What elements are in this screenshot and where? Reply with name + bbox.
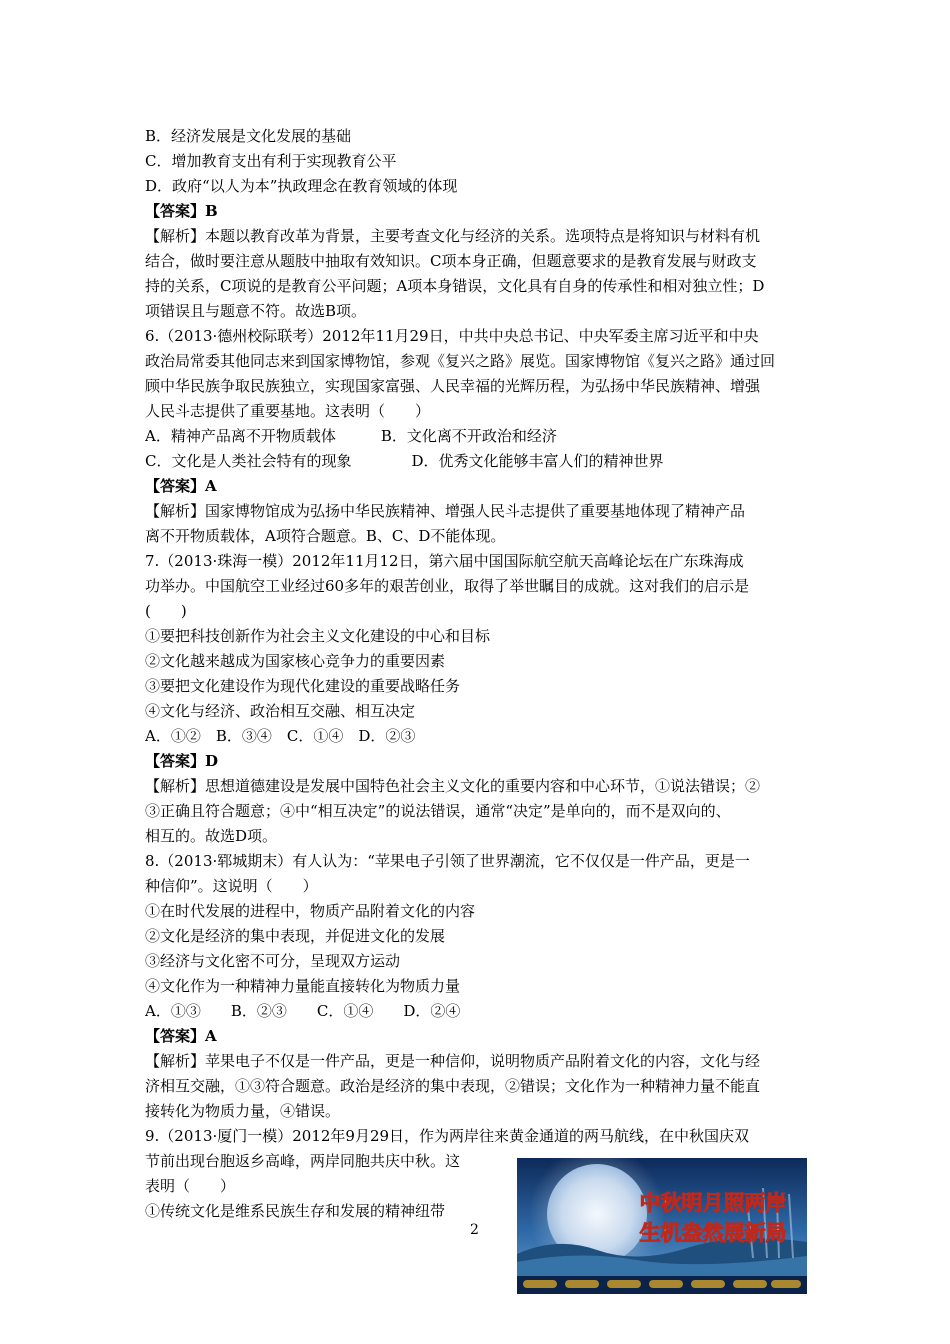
question-9-line: 节前出现台胞返乡高峰，两岸同胞共庆中秋。这 <box>145 1152 461 1170</box>
answer-5: 【答案】B <box>145 202 218 220</box>
question-8-item: ①在时代发展的进程中，物质产品附着文化的内容 <box>145 902 476 920</box>
analysis-8-line: 济相互交融，①③符合题意。政治是经济的集中表现，②错误；文化作为一种精神力量不能直 <box>145 1077 761 1095</box>
analysis-6-line: 离不开物质载体，A项符合题意。B、C、D不能体现。 <box>145 527 506 545</box>
option-d: D．政府“以人为本”执政理念在教育领域的体现 <box>145 177 458 195</box>
question-7-item: ③要把文化建设作为现代化建设的重要战略任务 <box>145 677 461 695</box>
poster-title-line-1: 中秋明月照两岸 <box>639 1191 787 1215</box>
analysis-8-line: 接转化为物质力量，④错误。 <box>145 1102 341 1120</box>
analysis-5-line: 【解析】本题以教育改革为背景，主要考查文化与经济的关系。选项特点是将知识与材料有机 <box>145 227 761 245</box>
question-9-line: 9.（2013·厦门一模）2012年9月29日，作为两岸往来黄金通道的两马航线，在中秋国庆双 <box>145 1127 750 1145</box>
question-8-item: ④文化作为一种精神力量能直接转化为物质力量 <box>145 977 461 995</box>
page-number: 2 <box>470 1222 479 1238</box>
question-6-options: C．文化是人类社会特有的现象 D．优秀文化能够丰富人们的精神世界 <box>145 452 664 470</box>
analysis-7-line: 相互的。故选D项。 <box>145 827 278 845</box>
option-c: C．增加教育支出有利于实现教育公平 <box>145 152 397 170</box>
option-b: B．经济发展是文化发展的基础 <box>145 127 352 145</box>
answer-6: 【答案】A <box>145 477 217 495</box>
question-7-item: ④文化与经济、政治相互交融、相互决定 <box>145 702 416 720</box>
answer-8: 【答案】A <box>145 1027 217 1045</box>
analysis-5-line: 持的关系，C项说的是教育公平问题；A项本身错误，文化具有自身的传承性和相对独立性；D <box>145 277 765 295</box>
question-6-options: A．精神产品离不开物质载体 B．文化离不开政治和经济 <box>145 427 557 445</box>
question-6-line: 政治局常委其他同志来到国家博物馆，参观《复兴之路》展览。国家博物馆《复兴之路》通过回 <box>145 352 776 370</box>
question-8-options: A．①③ B．②③ C．①④ D．②④ <box>145 1002 461 1020</box>
question-7-item: ①要把科技创新作为社会主义文化建设的中心和目标 <box>145 627 491 645</box>
poster-title-line-2: 生机盎然展新局 <box>639 1221 787 1245</box>
question-6-line: 顾中华民族争取民族独立，实现国家富强、人民幸福的光辉历程，为弘扬中华民族精神、增强 <box>145 377 761 395</box>
question-6-line: 人民斗志提供了重要基地。这表明（ ） <box>145 402 431 420</box>
analysis-8-line: 【解析】苹果电子不仅是一件产品，更是一种信仰，说明物质产品附着文化的内容，文化与经 <box>145 1052 761 1070</box>
analysis-6-line: 【解析】国家博物馆成为弘扬中华民族精神、增强人民斗志提供了重要基地体现了精神产品 <box>145 502 746 520</box>
mid-autumn-poster-image <box>517 1158 807 1294</box>
analysis-7-line: ③正确且符合题意；④中“相互决定”的说法错误，通常“决定”是单向的，而不是双向的、 <box>145 802 731 820</box>
question-7-options: A．①② B．③④ C．①④ D．②③ <box>145 727 416 745</box>
question-7-line: ( ) <box>145 602 187 620</box>
question-6-line: 6.（2013·德州校际联考）2012年11月29日，中共中央总书记、中央军委主席习近平和中央 <box>145 327 759 345</box>
answer-7: 【答案】D <box>145 752 219 770</box>
analysis-5-line: 项错误且与题意不符。故选B项。 <box>145 302 367 320</box>
analysis-7-line: 【解析】思想道德建设是发展中国特色社会主义文化的重要内容和中心环节，①说法错误；② <box>145 777 761 795</box>
question-8-line: 种信仰”。这说明（ ） <box>145 877 318 895</box>
question-9-line: 表明（ ） <box>145 1177 236 1195</box>
question-9-item: ①传统文化是维系民族生存和发展的精神纽带 <box>145 1202 446 1220</box>
question-7-item: ②文化越来越成为国家核心竞争力的重要因素 <box>145 652 446 670</box>
analysis-5-line: 结合，做时要注意从题肢中抽取有效知识。C项本身正确，但题意要求的是教育发展与财政支 <box>145 252 757 270</box>
poster-illustration <box>517 1158 807 1294</box>
question-8-line: 8.（2013·郓城期末）有人认为：“苹果电子引领了世界潮流，它不仅仅是一件产品，更是一 <box>145 852 750 870</box>
question-7-line: 功举办。中国航空工业经过60多年的艰苦创业，取得了举世瞩目的成就。这对我们的启示是 <box>145 577 750 595</box>
question-8-item: ②文化是经济的集中表现，并促进文化的发展 <box>145 927 446 945</box>
question-8-item: ③经济与文化密不可分，呈现双方运动 <box>145 952 401 970</box>
question-7-line: 7.（2013·珠海一模）2012年11月12日，第六届中国国际航空航天高峰论坛在广东珠海成 <box>145 552 744 570</box>
